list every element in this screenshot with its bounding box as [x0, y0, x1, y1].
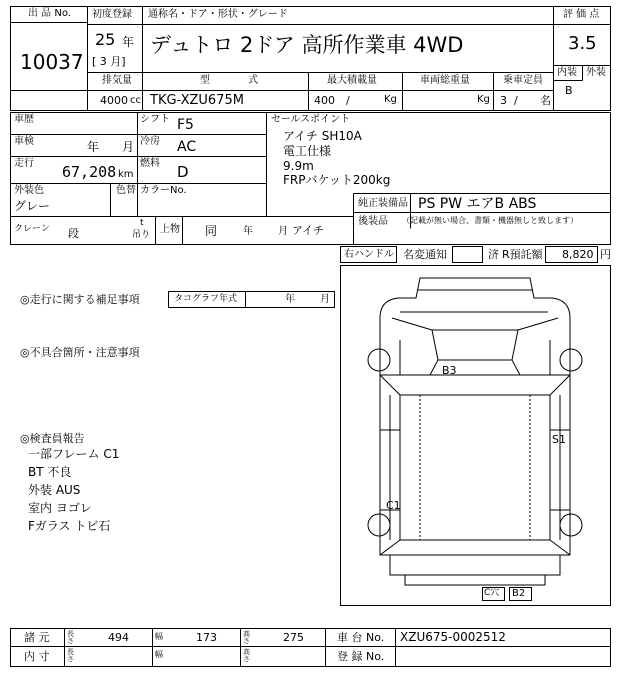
recycle-label: R預託額 — [502, 248, 543, 261]
max-load-label: 最大積載量 — [327, 75, 377, 86]
capacity-label: 乗車定員 — [503, 75, 543, 86]
recycle-prefix: 济 — [488, 248, 499, 261]
inspection-year: 年 — [87, 140, 100, 154]
upper-month: 月 — [278, 226, 288, 237]
capacity-unit: 名 — [540, 94, 551, 107]
ac-value: AC — [177, 139, 197, 155]
crane-stage: 段 — [68, 227, 79, 240]
inspection-month: 月 — [122, 140, 135, 154]
displacement-label: 排気量 — [102, 75, 132, 86]
chassis-number-label: 車 台 No. — [337, 631, 385, 644]
score-value: 3.5 — [568, 33, 597, 54]
registration-year: 25 — [95, 30, 116, 49]
total-weight-label: 車両総重量 — [420, 75, 470, 86]
exterior-color: グレー — [14, 199, 51, 213]
inspector-report-line: Fガラス トビ石 — [28, 519, 111, 533]
crane-ton: t — [140, 218, 144, 228]
damage-mark-b2: B2 — [512, 588, 526, 599]
fuel-value: D — [177, 163, 189, 181]
mileage-label: 走行 — [14, 158, 34, 169]
crane-lift: 吊り — [132, 230, 151, 240]
mileage-unit: km — [118, 169, 134, 180]
tachograph-year: 年 — [285, 294, 295, 305]
equipment-value: PS PW エアB ABS — [418, 196, 537, 212]
inspector-report-line: BT 不良 — [28, 465, 72, 479]
equipment-label: 純正装備品 — [358, 198, 408, 209]
interior-grade-label: 内装 — [557, 67, 577, 78]
aftermarket-note: （記載が無い場合、書類・機器無しと致します） — [402, 216, 578, 225]
history-label: 車歴 — [14, 114, 34, 125]
displacement-value: 4000 — [100, 94, 128, 107]
driving-notes-title: ◎走行に関する補足事項 — [20, 293, 140, 306]
width-label: 幅 — [155, 632, 163, 641]
rear-right-wheel — [560, 514, 582, 536]
inspection-label: 車検 — [14, 136, 34, 147]
chassis-number: XZU675-0002512 — [400, 630, 506, 644]
name-change-label: 名変通知 — [403, 248, 447, 261]
interior-grade: B — [565, 84, 573, 97]
upper-year: 年 — [243, 226, 253, 237]
yen-unit: 円 — [600, 248, 611, 261]
dimensions-label: 諸 元 — [24, 631, 50, 644]
model-type-label: 型 式 — [200, 75, 260, 86]
ac-label: 冷房 — [140, 136, 160, 147]
max-load-value: 400 — [314, 94, 335, 107]
interior-dimensions-label: 内 寸 — [24, 650, 50, 663]
right-hand-drive: 右ハンドル — [344, 249, 394, 260]
shift-label: シフト — [140, 114, 170, 125]
interior-height-label: 高さ — [243, 648, 250, 663]
sales-point-line: 電工仕様 — [283, 144, 332, 158]
height-label: 高さ — [243, 630, 250, 645]
upper-maker: アイチ — [292, 224, 325, 237]
aftermarket-label: 後装品 — [358, 216, 388, 227]
damage-mark-s1: S1 — [552, 433, 566, 446]
sales-point-label: セールスポイント — [271, 114, 351, 125]
upper-same: 同 — [205, 224, 218, 238]
damage-mark-c-hole: C穴 — [484, 588, 500, 598]
length-value: 494 — [108, 631, 129, 644]
registration-number-label: 登 録 No. — [337, 650, 385, 663]
color-change-label: 色替 — [116, 185, 136, 196]
width-value: 173 — [196, 631, 217, 644]
capacity-value: 3 — [500, 94, 507, 107]
model-name: デュトロ 2ドア 高所作業車 4WD — [150, 33, 464, 57]
sales-point-line: アイチ SH10A — [283, 129, 362, 143]
max-load-slash: / — [346, 94, 350, 107]
recycle-amount: 8,820 — [562, 248, 594, 261]
damage-mark-c1: C1 — [386, 499, 401, 512]
lot-number: 10037 — [20, 50, 84, 74]
windshield — [432, 330, 518, 360]
defects-title: ◎不具合箇所・注意事項 — [20, 346, 140, 359]
lot-number-label: 出 品 No. — [28, 8, 71, 19]
interior-length-label: 長さ — [67, 648, 74, 663]
model-name-label: 通称名・ドア・形状・グレード — [148, 9, 288, 20]
color-number-label: カラーNo. — [140, 185, 187, 196]
inspector-report-line: 室内 ヨゴレ — [28, 501, 92, 515]
tachograph-label: タコグラフ年式 — [174, 294, 238, 304]
front-left-wheel — [368, 349, 390, 371]
inspector-report-title: ◎検査員報告 — [20, 432, 85, 445]
exterior-grade-label: 外装 — [586, 67, 606, 78]
crane-label: クレーン — [14, 224, 50, 234]
shift-value: F5 — [177, 117, 194, 133]
rear-left-wheel — [368, 514, 390, 536]
displacement-unit: cc — [130, 95, 141, 106]
front-right-wheel — [560, 349, 582, 371]
damage-mark-b3: B3 — [442, 364, 457, 377]
sales-point-line: 9.9m — [283, 159, 314, 173]
cargo-body — [380, 375, 570, 555]
height-value: 275 — [283, 631, 304, 644]
inspector-report-line: 外装 AUS — [28, 483, 81, 497]
registration-month: [ 3 月] — [92, 55, 126, 68]
total-weight-unit: Kg — [477, 94, 490, 105]
year-unit: 年 — [122, 35, 135, 49]
tachograph-month: 月 — [320, 294, 330, 305]
fuel-label: 燃料 — [140, 158, 160, 169]
max-load-unit: Kg — [384, 94, 397, 105]
interior-width-label: 幅 — [155, 650, 163, 659]
score-label: 評 価 点 — [563, 9, 600, 20]
inspector-report-line: 一部フレーム C1 — [28, 447, 120, 461]
exterior-color-label: 外装色 — [14, 185, 44, 196]
model-type: TKG-XZU675M — [150, 93, 244, 108]
mileage-value: 67,208 — [62, 163, 117, 181]
first-registration-label: 初度登録 — [92, 9, 132, 20]
upper-body-label: 上物 — [160, 224, 180, 235]
capacity-slash: / — [514, 94, 518, 107]
length-label: 長さ — [67, 630, 74, 645]
sales-point-line: FRPバケット200kg — [283, 173, 391, 187]
